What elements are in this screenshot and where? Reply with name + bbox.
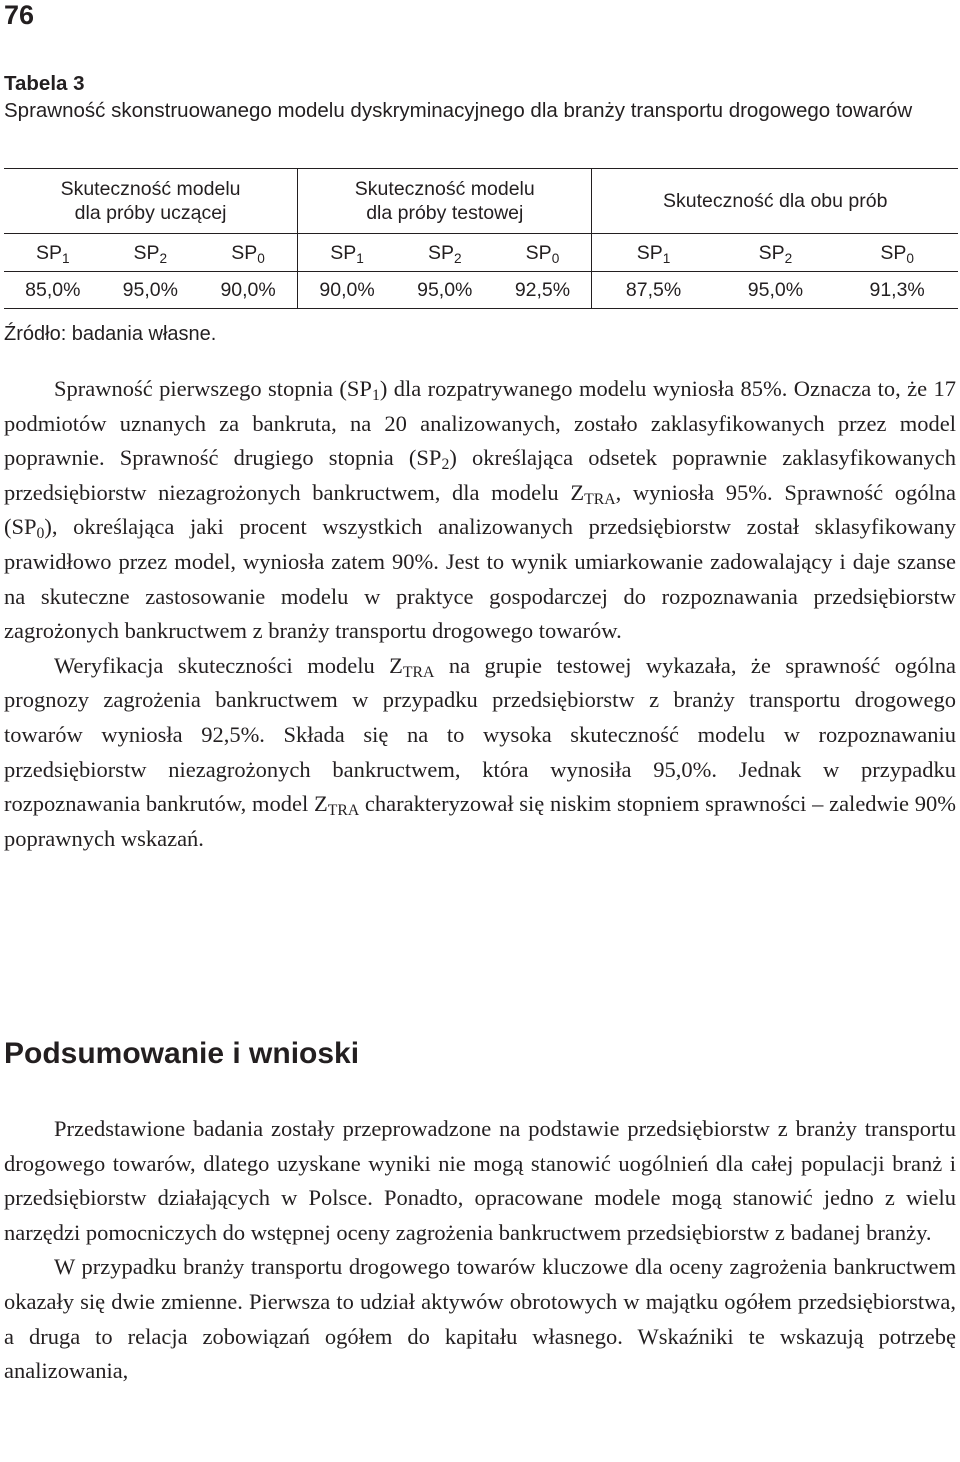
sp-header-cell: $SP_0$ (836, 234, 958, 272)
sp-header-cell: $SP_2$ (396, 234, 494, 272)
sp-header-cell: $SP_1$ (592, 234, 715, 272)
table-header-sp (4, 234, 958, 272)
efficiency-table (4, 168, 958, 309)
table-header-groups (4, 169, 958, 234)
section-paragraph-1: Przedstawione badania zostały przeprowadzone na podstawie przedsiębiorstw z branży transportu drogowego towarów, dlatego uzyskane wyniki nie mogą stanowić uogólnień dla całej populacji branż i przedsiębiorstw działających w Polsce. Ponadto, opracowane modele mogą stanowić jedno z wielu narzędzi pomocniczych do wstępnej oceny zagrożenia bankructwem przedsiębiorstw z badanej branży. (4, 1116, 956, 1245)
body-text (4, 372, 956, 856)
value-cell: 90,0% (199, 272, 297, 309)
section-text (4, 1112, 956, 1389)
value-cell: 87,5% (592, 272, 715, 309)
table-values-row (4, 272, 958, 309)
sp-header-cell: $SP_0$ (199, 234, 297, 272)
value-cell: 90,0% (298, 272, 396, 309)
value-cell: 91,3% (836, 272, 958, 309)
group-header-both: Skuteczność dla obu prób (592, 169, 958, 234)
table-label: Tabela 3 (4, 72, 85, 95)
value-cell: 95,0% (715, 272, 837, 309)
value-cell: 85,0% (4, 272, 102, 309)
page-number: 76 (4, 0, 35, 30)
value-cell: 95,0% (102, 272, 200, 309)
sp-header-cell: $SP_2$ (102, 234, 200, 272)
sp-header-cell: $SP_1$ (298, 234, 396, 272)
table-source: Źródło: badania własne. (4, 323, 217, 345)
sp-header-cell: $SP_2$ (715, 234, 837, 272)
group-header-training: Skuteczność modelu dla próby uczącej (4, 169, 298, 234)
body-paragraph-2: Weryfikacja skuteczności modelu $Z_{TRA}$ na grupie testowej wykazała, że sprawność ogólna prognozy zagrożenia bankructwem w przypadku przedsiębiorstw z branży transportu drogowego towarów wyniosła 92,5%. Składa się na to wysoka skuteczność modelu w rozpoznawaniu przedsiębiorstw niezagrożonych bankructwem, która wynosiła 95,0%. Jednak w przypadku rozpoznawania bankrutów, model $Z_{TRA}$ charakteryzował się niskim stopniem sprawności – zaledwie 90% poprawnych wskazań. (4, 652, 956, 851)
body-paragraph-1: Sprawność pierwszego stopnia $(SP_1)$ dla rozpatrywanego modelu wyniosła 85%. Oznacza to, że 17 podmiotów uznanych za bankruta, na 20 analizowanych, zostało zaklasyfikowanych przez model poprawnie. Sprawność drugiego stopnia $(SP_2)$ określająca odsetek poprawnie zaklasyfikowanych przedsiębiorstw niezagrożonych bankructwem, dla modelu $Z_{TRA}$, wyniosła 95%. Sprawność ogólna $(SP_0)$, określająca jaki procent wszystkich analizowanych przedsiębiorstw został sklasyfikowany prawidłowo przez model, wyniosła zatem 90%. Jest to wynik umiarkowanie zadowalający i daje szanse na skuteczne zastosowanie modelu w praktyce gospodarczej do rozpoznawania przedsiębiorstw zagrożonych bankructwem z branży transportu drogowego towarów. (4, 376, 957, 644)
group-header-test: Skuteczność modelu dla próby testowej (298, 169, 592, 234)
value-cell: 95,0% (396, 272, 494, 309)
section-paragraph-2: W przypadku branży transportu drogowego towarów kluczowe dla oceny zagrożenia bankructwem okazały się dwie zmienne. Pierwsza to udział aktywów obrotowych w majątku ogółem przedsiębiorstwa, a druga to relacja zobowiązań ogółem do kapitału własnego. Wskaźniki te wskazują potrzebę analizowania, (4, 1254, 956, 1384)
value-cell: 92,5% (494, 272, 592, 309)
section-heading: Podsumowanie i wnioski (4, 1037, 360, 1070)
sp-header-cell: $SP_0$ (494, 234, 592, 272)
table-caption (4, 70, 956, 124)
table-title: Sprawność skonstruowanego modelu dyskryminacyjnego dla branży transportu drogowego towarów (4, 99, 913, 122)
sp-header-cell: $SP_1$ (4, 234, 102, 272)
